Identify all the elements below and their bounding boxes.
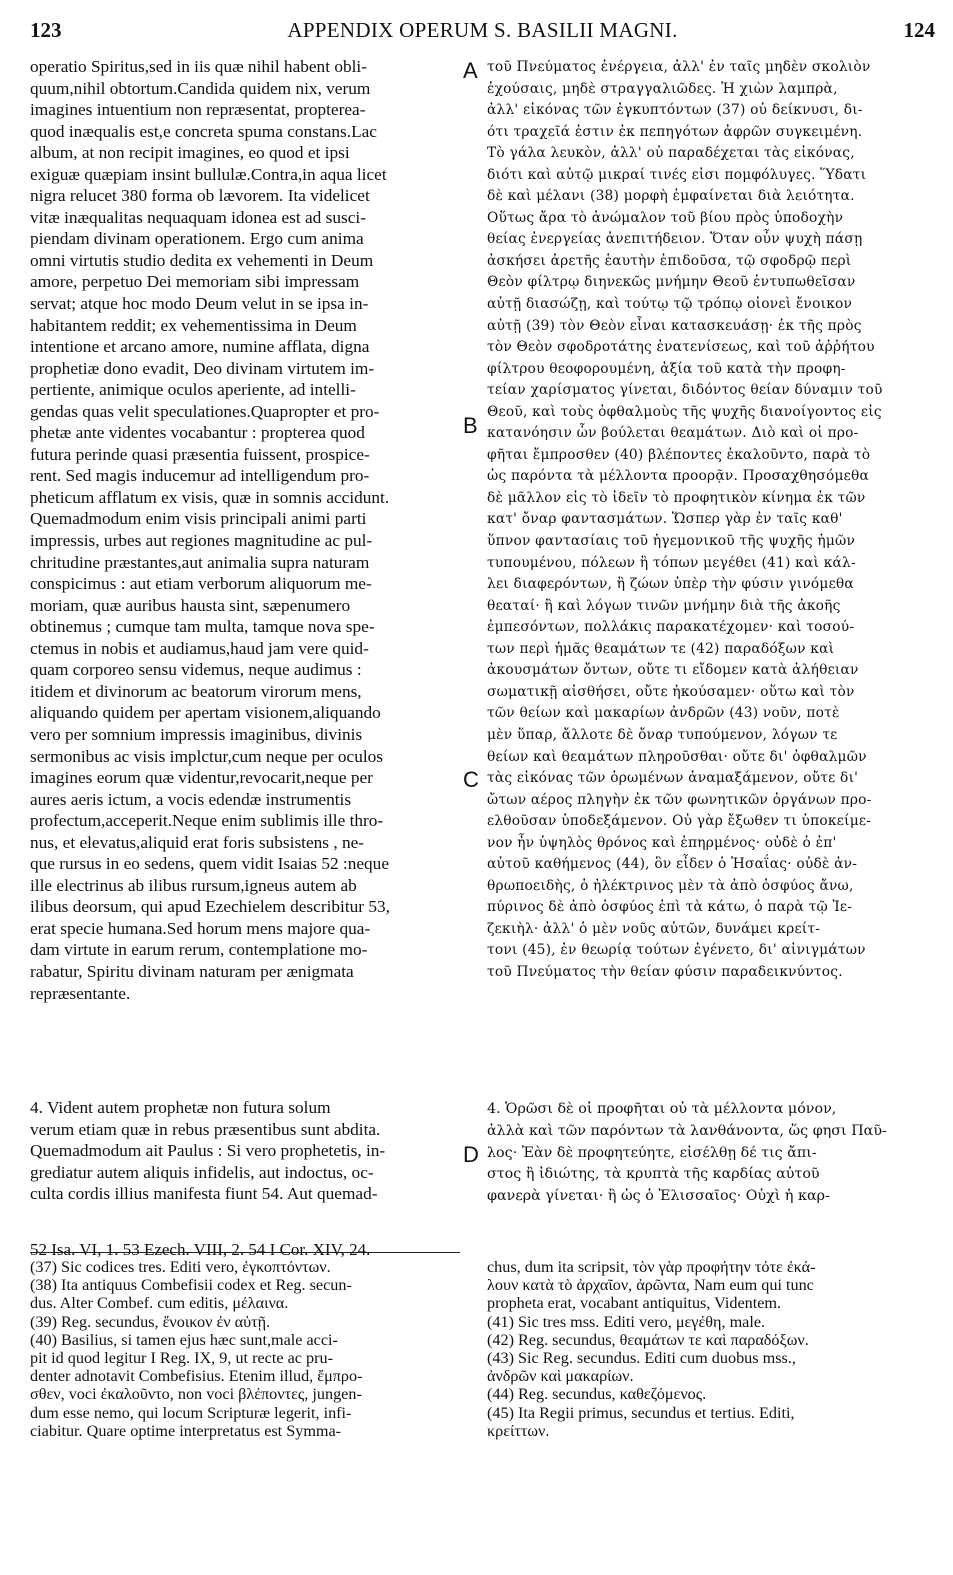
footnote-line: chus, dum ita scripsit, τὸν γὰρ προφήτην τότε ἐκά-: [487, 1258, 816, 1276]
running-title: APPENDIX OPERUM S. BASILII MAGNI.: [287, 18, 678, 42]
latin-text-line: intentione et arcano amore, numine afflata, digna: [30, 337, 370, 357]
footnote-line: λουν κατὰ τὸ ἀρχαῖον, ἀρῶντα, Nam eum qui tunc: [487, 1276, 814, 1295]
latin-text-line: rent. Sed magis inducemur ad intelligendum pro-: [30, 466, 370, 486]
latin-text-line: obtinemus ; cumque tam multa, tamque nova spe-: [30, 617, 375, 637]
greek-text-line: φίλτρου θεοφορουμένη, ἀξία τοῦ κατὰ τὴν προφη-: [487, 360, 846, 377]
latin-text-line: nigra relucet 380 forma ob lævorem. Ita videlicet: [30, 186, 370, 206]
footnote-line: (43) Sic Reg. secundus. Editi cum duobus mss.,: [487, 1349, 796, 1368]
latin-text-line: quam corporeo sensu videmus, neque audimus :: [30, 660, 362, 680]
latin-text-line: impressis, urbes aut regiones magnitudine ac pul-: [30, 531, 373, 551]
footnote-line: denter adnotavit Combefisius. Etenim illud, ἔμπρο-: [30, 1367, 363, 1386]
latin-text-line: quum,nihil obtortum.Candida quidem nix, verum: [30, 78, 371, 98]
greek-text-line: τοῦ Πνεύματος τὴν θείαν φύσιν παραδεικνύντος.: [487, 963, 843, 980]
footnote-line: dum esse nemo, qui locum Scripturæ legerit, infi-: [30, 1403, 352, 1422]
latin-text-line: erat specie humana.Sed horum mens majore qua-: [30, 918, 371, 938]
greek-text-line: αὐτοῦ καθήμενος (44), ὃν εἶδεν ὁ Ἡσαΐας· οὐδὲ ἀν-: [487, 856, 858, 873]
latin-text-line: omni virtutis studio dedita ex vehementi in Deum: [30, 250, 374, 270]
margin-marker-b: B: [463, 413, 478, 438]
latin-text-line: Quemadmodum enim visis principali animi parti: [30, 509, 367, 529]
footnote-line: κρείττων.: [487, 1421, 550, 1440]
greek-text-line: τυπουμένου, πόλεων ἢ τόπων μεγέθει (41) καὶ κάλ-: [487, 554, 856, 571]
greek-text-line: τείαν χαρίσματος γίνεται, διδόντος θείαν δύναμιν τοῦ: [487, 382, 883, 399]
greek-text-line: θρωποειδὴς, ὁ ἠλέκτρινος μὲν τὰ ἀπὸ ὀσφύος ἄνω,: [487, 877, 854, 894]
latin-text-line: phetæ ante videntes vocabantur : propterea quod: [30, 423, 365, 443]
footnote-line: (38) Ita antiquus Combefisii codex et Reg. secun-: [30, 1276, 352, 1295]
footnotes-right: [487, 1258, 937, 1440]
latin-text-line: conspicimus : aut etiam verborum aliquorum me-: [30, 574, 372, 594]
latin-text-line: aures aeris ictum, a vocis edendæ instrumentis: [30, 789, 352, 809]
latin-text-line: nus, et elevatus,aliquid erat foris subsistens , ne-: [30, 832, 365, 852]
footnote-line: ciabitur. Quare optime interpretatus est Symma-: [30, 1421, 342, 1440]
greek-text-line: δὲ μᾶλλον εἰς τὸ ἰδεῖν τὸ προφητικὸν κίνημα ἐκ τῶν: [487, 489, 866, 506]
latin-text-line: aliquando quidem per apertam visionem,aliquando: [30, 703, 381, 723]
greek-column: [487, 57, 937, 984]
margin-marker-d: D: [463, 1142, 479, 1167]
greek-text-line: ἀσκήσει ἀρετῆς ἑαυτὴν ἐπιδοῦσα, τῷ σφοδρῷ περὶ: [487, 252, 852, 269]
latin-text-line: habitantem reddit; ex vehementissima in Deum: [30, 315, 357, 335]
greek-text-line: θείας ἐνεργείας ἀνεπιτήδειον. Ὅταν οὖν ψυχὴ πάσῃ: [487, 231, 863, 248]
latin-text-line: 4. Vident autem prophetæ non futura solum: [30, 1098, 331, 1117]
greek-text-line: θεαταί· ἢ καὶ λόγων τινῶν μνήμην διὰ τῆς ἀκοῆς: [487, 597, 841, 614]
footnote-line: (41) Sic tres mss. Editi vero, μεγέθη, male.: [487, 1312, 766, 1331]
footnotes-left: [30, 1258, 460, 1440]
greek-text-line: διότι καὶ αὐτῷ μικραί τινές εἰσι πομφόλυγες. Ὕδατι: [487, 166, 867, 183]
latin-column: [30, 56, 460, 1004]
greek-text-line: φῆται ἔμπροσθεν (40) βλέποντες ἐκαλοῦντο, παρὰ τὸ: [487, 446, 871, 463]
greek-text-line: 4. Ὁρῶσι δὲ οἱ προφῆται οὐ τὰ μέλλοντα μόνον,: [487, 1101, 837, 1117]
greek-text-line: Τὸ γάλα λευκὸν, ἀλλ' οὐ παραδέχεται τὰς εἰκόνας,: [487, 145, 855, 162]
latin-text-line: album, at non recipit imagines, eo quod et ipsi: [30, 143, 350, 163]
footnote-line: propheta erat, vocabant antiquitus, Videntem.: [487, 1294, 782, 1313]
latin-text-line: Quemadmodum ait Paulus : Si vero prophetetis, in-: [30, 1141, 386, 1160]
greek-text-line: ζεκιὴλ· ἀλλ' ὁ μὲν νοῦς αὐτῶν, δυνάμει κρείτ-: [487, 920, 821, 937]
greek-text-line: Θεοῦ, καὶ τοὺς ὀφθαλμοὺς τῆς ψυχῆς διανοίγοντος εἰς: [487, 403, 882, 420]
latin-text-line: verum etiam quæ in rebus præsentibus sunt abdita.: [30, 1119, 381, 1139]
footnote-line: σθεν, voci ἐκαλοῦντο, non voci βλέποντες, jungen-: [30, 1385, 362, 1404]
latin-text-line: servat; atque hoc modo Deum velut in se ipsa in-: [30, 294, 369, 314]
greek-text-line: φανερὰ γίνεται· ἢ ὡς ὁ Ἐλισσαῖος· Οὐχὶ ἡ καρ-: [487, 1188, 830, 1205]
footnote-line: (39) Reg. secundus, ἔνοικον ἐν αὐτῇ.: [30, 1312, 271, 1331]
greek-text-line: ἀλλ' εἰκόνας τῶν ἐγκυπτόντων (37) οὐ δείκνυσι, δι-: [487, 102, 863, 119]
margin-marker-c: C: [463, 767, 479, 792]
greek-text-line: μὲν ὕπαρ, ἄλλοτε δὲ ὄναρ τυπούμενον, λόγων τε: [487, 726, 838, 743]
greek-text-line: ἐχούσαις, μηδὲ στραγγαλιῶδες. Ἡ χιὼν λαμπρὰ,: [487, 80, 838, 97]
latin-text-line: pheticum afflatum ex visis, quæ in somnis accidunt.: [30, 487, 390, 507]
latin-text-line: chritudine præstantes,aut animalia supra naturam: [30, 552, 370, 572]
greek-text-line: αὐτῇ (39) τὸν Θεὸν εἶναι κατασκευάσῃ· ἐκ τῆς πρὸς: [487, 317, 862, 334]
latin-text-line: vero per somnium impressis imaginibus, divinis: [30, 724, 363, 744]
margin-marker-a: A: [463, 58, 478, 83]
latin-text-line: moriam, quæ auribus hausta sint, sæpenumero: [30, 595, 351, 615]
latin-text-line: rabatur, Spiritu divinam naturam per ænigmata: [30, 961, 354, 981]
greek-text-line: ὤτων αέρος πληγὴν ἐκ τῶν φωνητικῶν ὀργάνων προ-: [487, 791, 872, 808]
greek-text-line: σωματικῇ αἰσθήσει, οὔτε ἠκούσαμεν· οὕτω καὶ τὸν: [487, 683, 855, 700]
page-number-left: 123: [30, 18, 62, 42]
latin-text-line: dam virtute in earum rerum, contemplatione mo-: [30, 940, 368, 960]
latin-text-line: culta cordis illius manifesta fiunt 54. Aut quemad-: [30, 1184, 378, 1203]
section-4-latin: [30, 1097, 460, 1205]
latin-text-line: futura perinde quasi præsentia fuissent, prospice-: [30, 444, 370, 464]
footnote-line: pit id quod legitur I Reg. IX, 9, ut recte ac pru-: [30, 1349, 333, 1368]
latin-text-line: amore, perpetuo Dei memoriam sibi impressam: [30, 272, 360, 292]
page-number-right: 124: [903, 18, 935, 42]
greek-text-line: ότι τραχεῖά ἐστιν ἐκ πεπηγότων ἀφρῶν συγκειμένη.: [487, 123, 863, 140]
latin-text-line: que rursus in eo sedens, quem vidit Isaias 52 :neque: [30, 854, 389, 874]
greek-text-line: στος ἢ ἰδιώτης, τὰ κρυπτὰ τῆς καρδίας αὐτοῦ: [487, 1166, 820, 1183]
latin-text-line: ille electrinus ab ilibus rursum,igneus autem ab: [30, 875, 357, 895]
latin-text-line: vitæ inæqualitas nequaquam idonea est ad susci-: [30, 207, 366, 227]
greek-text-line: των περὶ ἡμᾶς θεαμάτων τε (42) παραδόξων καὶ: [487, 640, 835, 657]
latin-text-line: profectum,acceperit.Neque enim sublimis ille thro-: [30, 811, 384, 831]
greek-text-line: Θεὸν φίλτρῳ διηνεκῶς μνήμην Θεοῦ ἐντυπωθεῖσαν: [487, 274, 856, 291]
greek-text-line: τῶν θείων καὶ μακαρίων ἀνδρῶν (43) νοῦν, ποτὲ: [487, 705, 840, 722]
greek-text-line: δὲ καὶ μέλανι (38) μορφὴ ἐμφαίνεται διὰ λειότητα.: [487, 188, 855, 205]
latin-text-line: ilibus deorsum, qui apud Ezechielem describitur 53,: [30, 897, 390, 917]
footnote-line: (44) Reg. secundus, καθεζόμενος.: [487, 1385, 707, 1404]
greek-text-line: Οὕτως ἄρα τὸ ἀνώμαλον τοῦ βίου πρὸς ὑποδοχὴν: [487, 209, 844, 226]
greek-text-line: λος· Ἐὰν δὲ προφητεύητε, εἰσέλθῃ δέ τις ἄπι-: [487, 1144, 817, 1161]
greek-text-line: τὰς εἰκόνας τῶν ὁρωμένων ἀναμαξάμενον, οὔτε δι': [487, 770, 859, 787]
latin-text-line: exiguæ quæpiam insint bullulæ.Contra,in aqua licet: [30, 164, 387, 184]
section-4-greek: [487, 1099, 937, 1208]
greek-text-line: ἀκουσμάτων ὄντων, οὔτε τι εἴδομεν κατὰ ἀλήθειαν: [487, 662, 859, 679]
greek-text-line: κατανόησιν ὧν βούλεται θεαμάτων. Διὸ καὶ οἱ προ-: [487, 425, 859, 442]
footnote-line: ἀνδρῶν καὶ μακαρίων.: [487, 1367, 634, 1386]
footnote-line: dus. Alter Combef. cum editis, μέλαινα.: [30, 1294, 289, 1313]
latin-text-line: ctemus in nobis et audiamus,haud jam vere quid-: [30, 638, 369, 658]
greek-text-line: ἐμπεσόντων, πολλάκις παρακατέχομεν· καὶ τοσού-: [487, 619, 855, 636]
footnote-line: (37) Sic codices tres. Editi vero, ἐγκοπτόντων.: [30, 1258, 331, 1276]
greek-text-line: νον ἦν ὑψηλὸς θρόνος καὶ ἐπηρμένος· οὐδὲ ὁ ἐπ': [487, 834, 837, 851]
greek-text-line: λει διαφερόντων, ἢ ζώων ὑπὲρ τὴν φύσιν γινόμεθα: [487, 576, 854, 593]
footnote-line: (42) Reg. secundus, θεαμάτων τε καὶ παραδόξων.: [487, 1330, 809, 1349]
footnote-line: (40) Basilius, si tamen ejus hæc sunt,male acci-: [30, 1330, 338, 1349]
greek-text-line: τοῦ Πνεύματος ἐνέργεια, ἀλλ' ἐν ταῖς μηδὲν σκολιὸν: [487, 59, 871, 75]
greek-text-line: ἀλλὰ καὶ τῶν παρόντων τὰ λανθάνοντα, ὥς φησι Παῦ-: [487, 1122, 887, 1139]
greek-text-line: ελθοῦσαν ὑποδεξάμενον. Οὐ γὰρ ἔξωθεν τι ὑποκείμε-: [487, 813, 872, 830]
greek-text-line: τονι (45), ἐν θεωρίᾳ τούτων ἐγένετο, δι' αἰνιγμάτων: [487, 942, 866, 959]
greek-text-line: τὸν Θεὸν σφοδροτάτης ἐνατενίσεως, καὶ τοῦ ἀῤῥήτου: [487, 339, 875, 356]
latin-text-line: sermonibus ac visis implctur,cum neque per oculos: [30, 746, 384, 766]
latin-text-line: imagines intuentium non repræsentat, propterea-: [30, 100, 366, 120]
greek-text-line: πύρινος δὲ ἀπὸ ὀσφύος ἐπὶ τὰ κάτω, ὁ παρὰ τῷ Ἰε-: [487, 899, 853, 916]
greek-text-line: αὐτῇ διασώζῃ, καὶ τούτῳ τῷ τρόπῳ οἱονεὶ ἔνοικον: [487, 296, 853, 313]
latin-text-line: itidem et divinorum ac beatorum virorum mens,: [30, 681, 362, 701]
latin-text-line: prophetiæ dono evadit, Deo divinam virtutem im-: [30, 358, 375, 378]
greek-text-line: ὕπνον φαντασίαις τοῦ ἡγεμονικοῦ τῆς ψυχῆς ἡμῶν: [487, 533, 856, 550]
references-line: 52 Isa. VI, 1. 53 Ezech. VIII, 2. 54 I Cor. XIV, 24.: [30, 1240, 371, 1259]
footnote-line: (45) Ita Regii primus, secundus et tertius. Editi,: [487, 1403, 795, 1422]
latin-text-line: pertiente, animique oculos aperiente, ad intelli-: [30, 380, 356, 400]
greek-text-line: κατ' ὄναρ φαντασμάτων. Ὥσπερ γὰρ ἐν ταῖς καθ': [487, 511, 843, 528]
latin-text-line: operatio Spiritus,sed in iis quæ nihil habent obli-: [30, 57, 367, 76]
latin-text-line: grediatur autem aliquis infidelis, aut indoctus, oc-: [30, 1162, 374, 1182]
latin-text-line: repræsentante.: [30, 983, 131, 1003]
page-header: [30, 18, 935, 48]
latin-text-line: quod inæqualis est,e concreta spuma constans.Lac: [30, 121, 377, 141]
greek-text-line: θείων καὶ θεαμάτων πληροῦσθαι· οὔτε δι' ὀφθαλμῶν: [487, 748, 867, 765]
greek-text-line: ὡς παρόντα τὰ μέλλοντα προορᾷν. Προσαχθησόμεθα: [487, 468, 870, 485]
latin-text-line: gendas quas velit speculationes.Quapropter et pro-: [30, 401, 380, 421]
latin-text-line: piendam divinam operationem. Ergo cum anima: [30, 229, 364, 249]
latin-text-line: imagines eorum quæ videntur,revocarit,neque per: [30, 768, 373, 788]
footnote-rule: [30, 1252, 460, 1253]
